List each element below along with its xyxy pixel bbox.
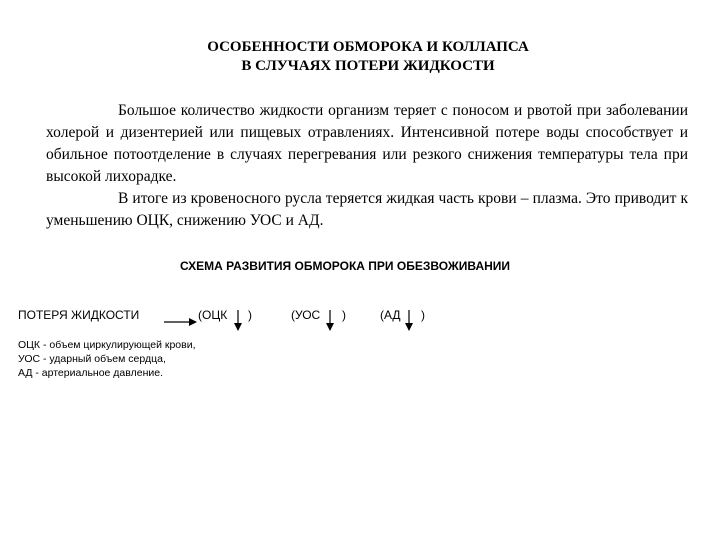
legend: [18, 338, 196, 380]
scheme-flow: [0, 300, 720, 340]
title-line-1: ОСОБЕННОСТИ ОБМОРОКА И КОЛЛАПСА: [207, 39, 529, 55]
title-line-2: В СЛУЧАЯХ ПОТЕРИ ЖИДКОСТИ: [241, 58, 495, 74]
paragraph-1: Большое количество жидкости организм теряет с поносом и рвотой при заболевании холерой и дизентерией или пищевых отравлениях. Интенсивной потере воды способствует и обильное потоотделение в случаях перегревания или резкого снижения температуры тела при высокой лихорадке.: [46, 102, 688, 185]
scheme-start: ПОТЕРЯ ЖИДКОСТИ: [18, 308, 140, 322]
legend-item-uos: УОС - ударный объем сердца,: [18, 353, 166, 365]
scheme-item-ad-open: (АД: [380, 308, 401, 322]
scheme-item-ock-open: (ОЦК: [198, 308, 228, 322]
legend-item-ock: ОЦК - объем циркулирующей крови,: [18, 339, 196, 351]
page-title: [0, 38, 720, 76]
paragraph-2: В итоге из кровеносного русла теряется жидкая часть крови – плазма. Это приводит к уменьшению ОЦК, снижению УОС и АД.: [46, 190, 688, 229]
legend-item-ad: АД - артериальное давление.: [18, 367, 164, 379]
scheme-title: СХЕМА РАЗВИТИЯ ОБМОРОКА ПРИ ОБЕЗВОЖИВАНИИ: [179, 259, 511, 273]
scheme-item-ad-close: ): [421, 308, 425, 322]
scheme-item-uos-close: ): [342, 308, 346, 322]
scheme-item-ock-close: ): [248, 308, 252, 322]
scheme-arrows: [0, 300, 720, 340]
scheme-item-uos-open: (УОС: [291, 308, 321, 322]
body-text: [46, 100, 688, 232]
